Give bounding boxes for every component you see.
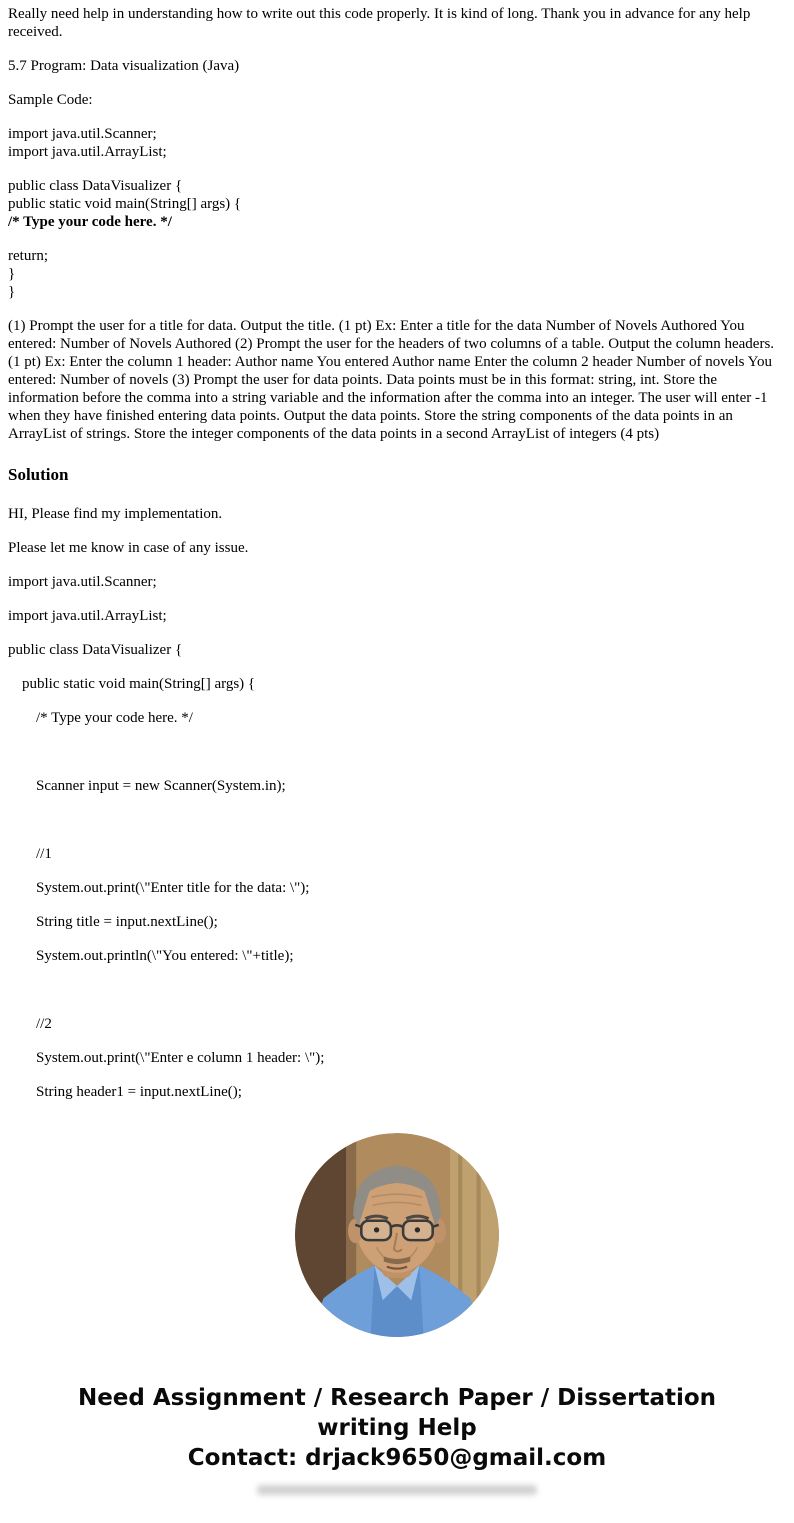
question-section <box>8 5 786 443</box>
program-title: 5.7 Program: Data visualization (Java) <box>8 58 240 74</box>
code-line: System.out.println(\"You entered: \"+title); <box>36 948 294 964</box>
avatar-container <box>8 1133 786 1337</box>
footer-banner <box>8 1383 786 1473</box>
sample-code-label: Sample Code: <box>8 92 93 108</box>
solution-code-block <box>8 573 786 1101</box>
solution-section <box>8 465 786 1101</box>
code-line: /* Type your code here. */ <box>36 710 193 726</box>
code-line: public static void main(String[] args) { <box>8 196 242 212</box>
footer-heading-line1: Need Assignment / Research Paper / Dissertation <box>77 1385 717 1411</box>
code-line: System.out.print(\"Enter e column 1 header: \"); <box>36 1050 325 1066</box>
footer-contact-email: Contact: drjack9650@gmail.com <box>187 1445 607 1471</box>
code-line-emphasized: /* Type your code here. */ <box>8 214 172 230</box>
code-line: import java.util.ArrayList; <box>8 144 167 160</box>
blurred-watermark <box>257 1485 537 1495</box>
tutor-avatar <box>295 1133 499 1337</box>
code-line: //2 <box>36 1016 52 1032</box>
code-blank-line <box>8 743 786 761</box>
code-line: public class DataVisualizer { <box>8 178 183 194</box>
solution-greeting: HI, Please find my implementation. <box>8 506 223 522</box>
code-line: //1 <box>36 846 52 862</box>
code-line: System.out.print(\"Enter title for the data: \"); <box>36 880 310 896</box>
solution-note: Please let me know in case of any issue. <box>8 540 249 556</box>
code-line: return; <box>8 248 48 264</box>
code-line: String title = input.nextLine(); <box>36 914 218 930</box>
code-line: import java.util.Scanner; <box>8 126 157 142</box>
code-line: } <box>8 266 16 282</box>
code-blank-line <box>8 811 786 829</box>
code-line: public class DataVisualizer { <box>8 642 183 658</box>
tutor-portrait-illustration <box>295 1133 499 1337</box>
question-intro: Really need help in understanding how to write out this code properly. It is kind of long. Thank you in advance for any help received. <box>8 6 751 40</box>
code-line: import java.util.ArrayList; <box>8 608 167 624</box>
code-line: } <box>8 284 16 300</box>
code-line: String header1 = input.nextLine(); <box>36 1084 242 1100</box>
code-line: Scanner input = new Scanner(System.in); <box>36 778 286 794</box>
code-blank-line <box>8 981 786 999</box>
solution-heading: Solution <box>8 465 69 484</box>
requirements-paragraph: (1) Prompt the user for a title for data. Output the title. (1 pt) Ex: Enter a title for the data Number of Novels Authored You entered: Number of Novels Authored (2) Prompt the user for the headers of two columns of a table. Output the column headers. (1 pt) Ex: Enter the column 1 header: Author name You entered Author name Enter the column 2 header Number of novels You entered: Number of novels (3) Prompt the user for data points. Data points must be in this format: string, int. Store the information before the comma into a string variable and the information after the comma into an integer. The user will enter -1 when they have finished entering data points. Output the data points. Store the string components of the data points in an ArrayList of strings. Store the integer components of the data points in a second ArrayList of integers (4 pts) <box>8 318 775 442</box>
footer-heading-line2: writing Help <box>317 1415 477 1441</box>
code-line: public static void main(String[] args) { <box>22 676 256 692</box>
code-line: import java.util.Scanner; <box>8 574 157 590</box>
